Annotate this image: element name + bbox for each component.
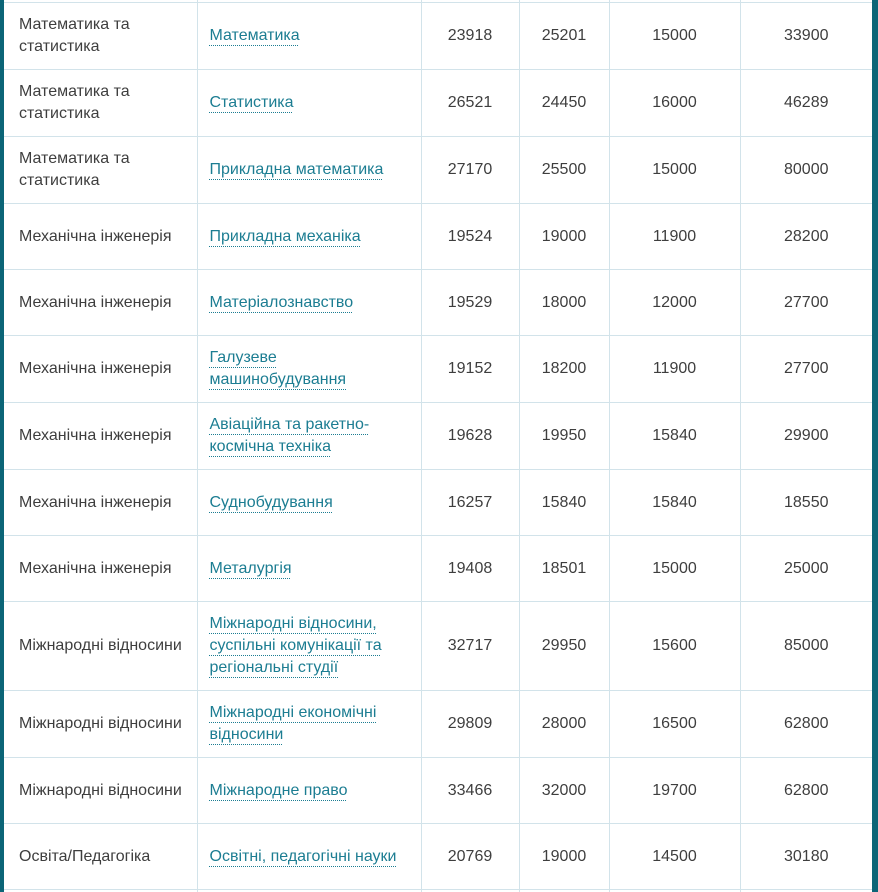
category-cell xyxy=(4,270,197,336)
specialty-link[interactable]: Матеріалознавство xyxy=(209,293,354,311)
value-3-cell: 15000 xyxy=(609,3,740,70)
value-2-cell: 32000 xyxy=(519,758,609,824)
value-3-cell: 14500 xyxy=(609,824,740,890)
category-label: Математика та статистика xyxy=(19,16,130,55)
category-label: Освіта/Педагогіка xyxy=(19,847,151,865)
table-row xyxy=(4,403,872,470)
category-cell xyxy=(4,70,197,137)
category-cell xyxy=(4,536,197,602)
specialty-link[interactable]: Металургія xyxy=(209,559,292,577)
category-label: Механічна інженерія xyxy=(19,227,172,245)
category-cell xyxy=(4,403,197,470)
value-4-cell: 80000 xyxy=(740,137,872,204)
specialty-cell xyxy=(197,336,421,403)
value-1-cell: 23918 xyxy=(421,3,519,70)
value-4-cell: 18550 xyxy=(740,470,872,536)
specialty-cell xyxy=(197,3,421,70)
specialty-cell xyxy=(197,270,421,336)
value-1-cell: 19529 xyxy=(421,270,519,336)
value-4-cell: 29900 xyxy=(740,403,872,470)
specialty-link[interactable]: Суднобудування xyxy=(209,493,333,511)
category-label: Математика та статистика xyxy=(19,83,130,122)
value-3-cell: 19700 xyxy=(609,758,740,824)
table-row xyxy=(4,470,872,536)
table-row xyxy=(4,536,872,602)
category-cell xyxy=(4,470,197,536)
value-2-cell: 15840 xyxy=(519,470,609,536)
table-row xyxy=(4,204,872,270)
specialty-link[interactable]: Міжнародні економічні відносини xyxy=(209,704,377,743)
category-label: Механічна інженерія xyxy=(19,493,172,511)
category-label: Механічна інженерія xyxy=(19,360,172,377)
category-label: Міжнародні відносини xyxy=(19,715,182,732)
specialty-cell xyxy=(197,536,421,602)
category-cell xyxy=(4,758,197,824)
value-3-cell: 11900 xyxy=(609,204,740,270)
table-row xyxy=(4,70,872,137)
category-cell xyxy=(4,691,197,758)
value-2-cell: 19000 xyxy=(519,824,609,890)
value-2-cell: 25500 xyxy=(519,137,609,204)
category-label: Механічна інженерія xyxy=(19,293,172,311)
value-2-cell: 19950 xyxy=(519,403,609,470)
value-4-cell: 62800 xyxy=(740,691,872,758)
value-4-cell: 28200 xyxy=(740,204,872,270)
category-label: Механічна інженерія xyxy=(19,559,172,577)
value-1-cell: 19152 xyxy=(421,336,519,403)
value-1-cell: 27170 xyxy=(421,137,519,204)
specialty-link[interactable]: Математика xyxy=(209,27,300,44)
specialty-link[interactable]: Галузеве машинобудування xyxy=(209,349,347,388)
table-body xyxy=(4,0,872,892)
value-2-cell: 18000 xyxy=(519,270,609,336)
value-1-cell: 19524 xyxy=(421,204,519,270)
value-3-cell: 15840 xyxy=(609,470,740,536)
category-cell xyxy=(4,824,197,890)
specialty-cell xyxy=(197,758,421,824)
value-4-cell: 27700 xyxy=(740,270,872,336)
category-label: Математика та статистика xyxy=(19,150,130,189)
specialty-link[interactable]: Статистика xyxy=(209,94,294,111)
value-4-cell: 30180 xyxy=(740,824,872,890)
table-row xyxy=(4,602,872,691)
value-4-cell: 33900 xyxy=(740,3,872,70)
category-label: Міжнародні відносини xyxy=(19,781,182,799)
specialty-cell xyxy=(197,204,421,270)
value-2-cell: 18501 xyxy=(519,536,609,602)
value-4-cell: 46289 xyxy=(740,70,872,137)
value-2-cell: 29950 xyxy=(519,602,609,691)
value-1-cell: 19628 xyxy=(421,403,519,470)
value-1-cell: 20769 xyxy=(421,824,519,890)
category-label: Міжнародні відносини xyxy=(19,637,182,654)
value-3-cell: 16500 xyxy=(609,691,740,758)
value-4-cell: 25000 xyxy=(740,536,872,602)
value-3-cell: 15840 xyxy=(609,403,740,470)
value-3-cell: 16000 xyxy=(609,70,740,137)
specialty-cell xyxy=(197,137,421,204)
category-cell xyxy=(4,336,197,403)
specialty-link[interactable]: Освітні, педагогічні науки xyxy=(209,847,397,865)
specialty-link[interactable]: Міжнародне право xyxy=(209,781,348,799)
value-1-cell: 19408 xyxy=(421,536,519,602)
value-1-cell: 32717 xyxy=(421,602,519,691)
table-row xyxy=(4,270,872,336)
value-1-cell: 16257 xyxy=(421,470,519,536)
value-2-cell: 28000 xyxy=(519,691,609,758)
category-cell xyxy=(4,602,197,691)
specialty-link[interactable]: Прикладна математика xyxy=(209,161,384,178)
table-row xyxy=(4,336,872,403)
value-3-cell: 15600 xyxy=(609,602,740,691)
specialties-cost-table xyxy=(4,0,872,892)
category-cell xyxy=(4,137,197,204)
specialty-cell xyxy=(197,70,421,137)
value-1-cell: 29809 xyxy=(421,691,519,758)
table-row xyxy=(4,691,872,758)
specialty-link[interactable]: Міжнародні відносини, суспільні комунікації та регіональні студії xyxy=(209,615,382,676)
category-label: Механічна інженерія xyxy=(19,427,172,444)
value-3-cell: 11900 xyxy=(609,336,740,403)
specialty-link[interactable]: Прикладна механіка xyxy=(209,227,361,245)
value-3-cell: 15000 xyxy=(609,536,740,602)
table-row xyxy=(4,3,872,70)
specialty-cell xyxy=(197,691,421,758)
value-4-cell: 62800 xyxy=(740,758,872,824)
value-2-cell: 25201 xyxy=(519,3,609,70)
table-row xyxy=(4,758,872,824)
table-row xyxy=(4,137,872,204)
value-2-cell: 24450 xyxy=(519,70,609,137)
value-1-cell: 33466 xyxy=(421,758,519,824)
specialty-cell xyxy=(197,824,421,890)
specialty-link[interactable]: Авіаційна та ракетно-космічна техніка xyxy=(209,416,370,455)
value-1-cell: 26521 xyxy=(421,70,519,137)
specialty-cell xyxy=(197,403,421,470)
table-row xyxy=(4,824,872,890)
category-cell xyxy=(4,204,197,270)
value-2-cell: 18200 xyxy=(519,336,609,403)
value-3-cell: 12000 xyxy=(609,270,740,336)
specialty-cell xyxy=(197,602,421,691)
value-3-cell: 15000 xyxy=(609,137,740,204)
value-2-cell: 19000 xyxy=(519,204,609,270)
specialty-cell xyxy=(197,470,421,536)
category-cell xyxy=(4,3,197,70)
value-4-cell: 27700 xyxy=(740,336,872,403)
value-4-cell: 85000 xyxy=(740,602,872,691)
